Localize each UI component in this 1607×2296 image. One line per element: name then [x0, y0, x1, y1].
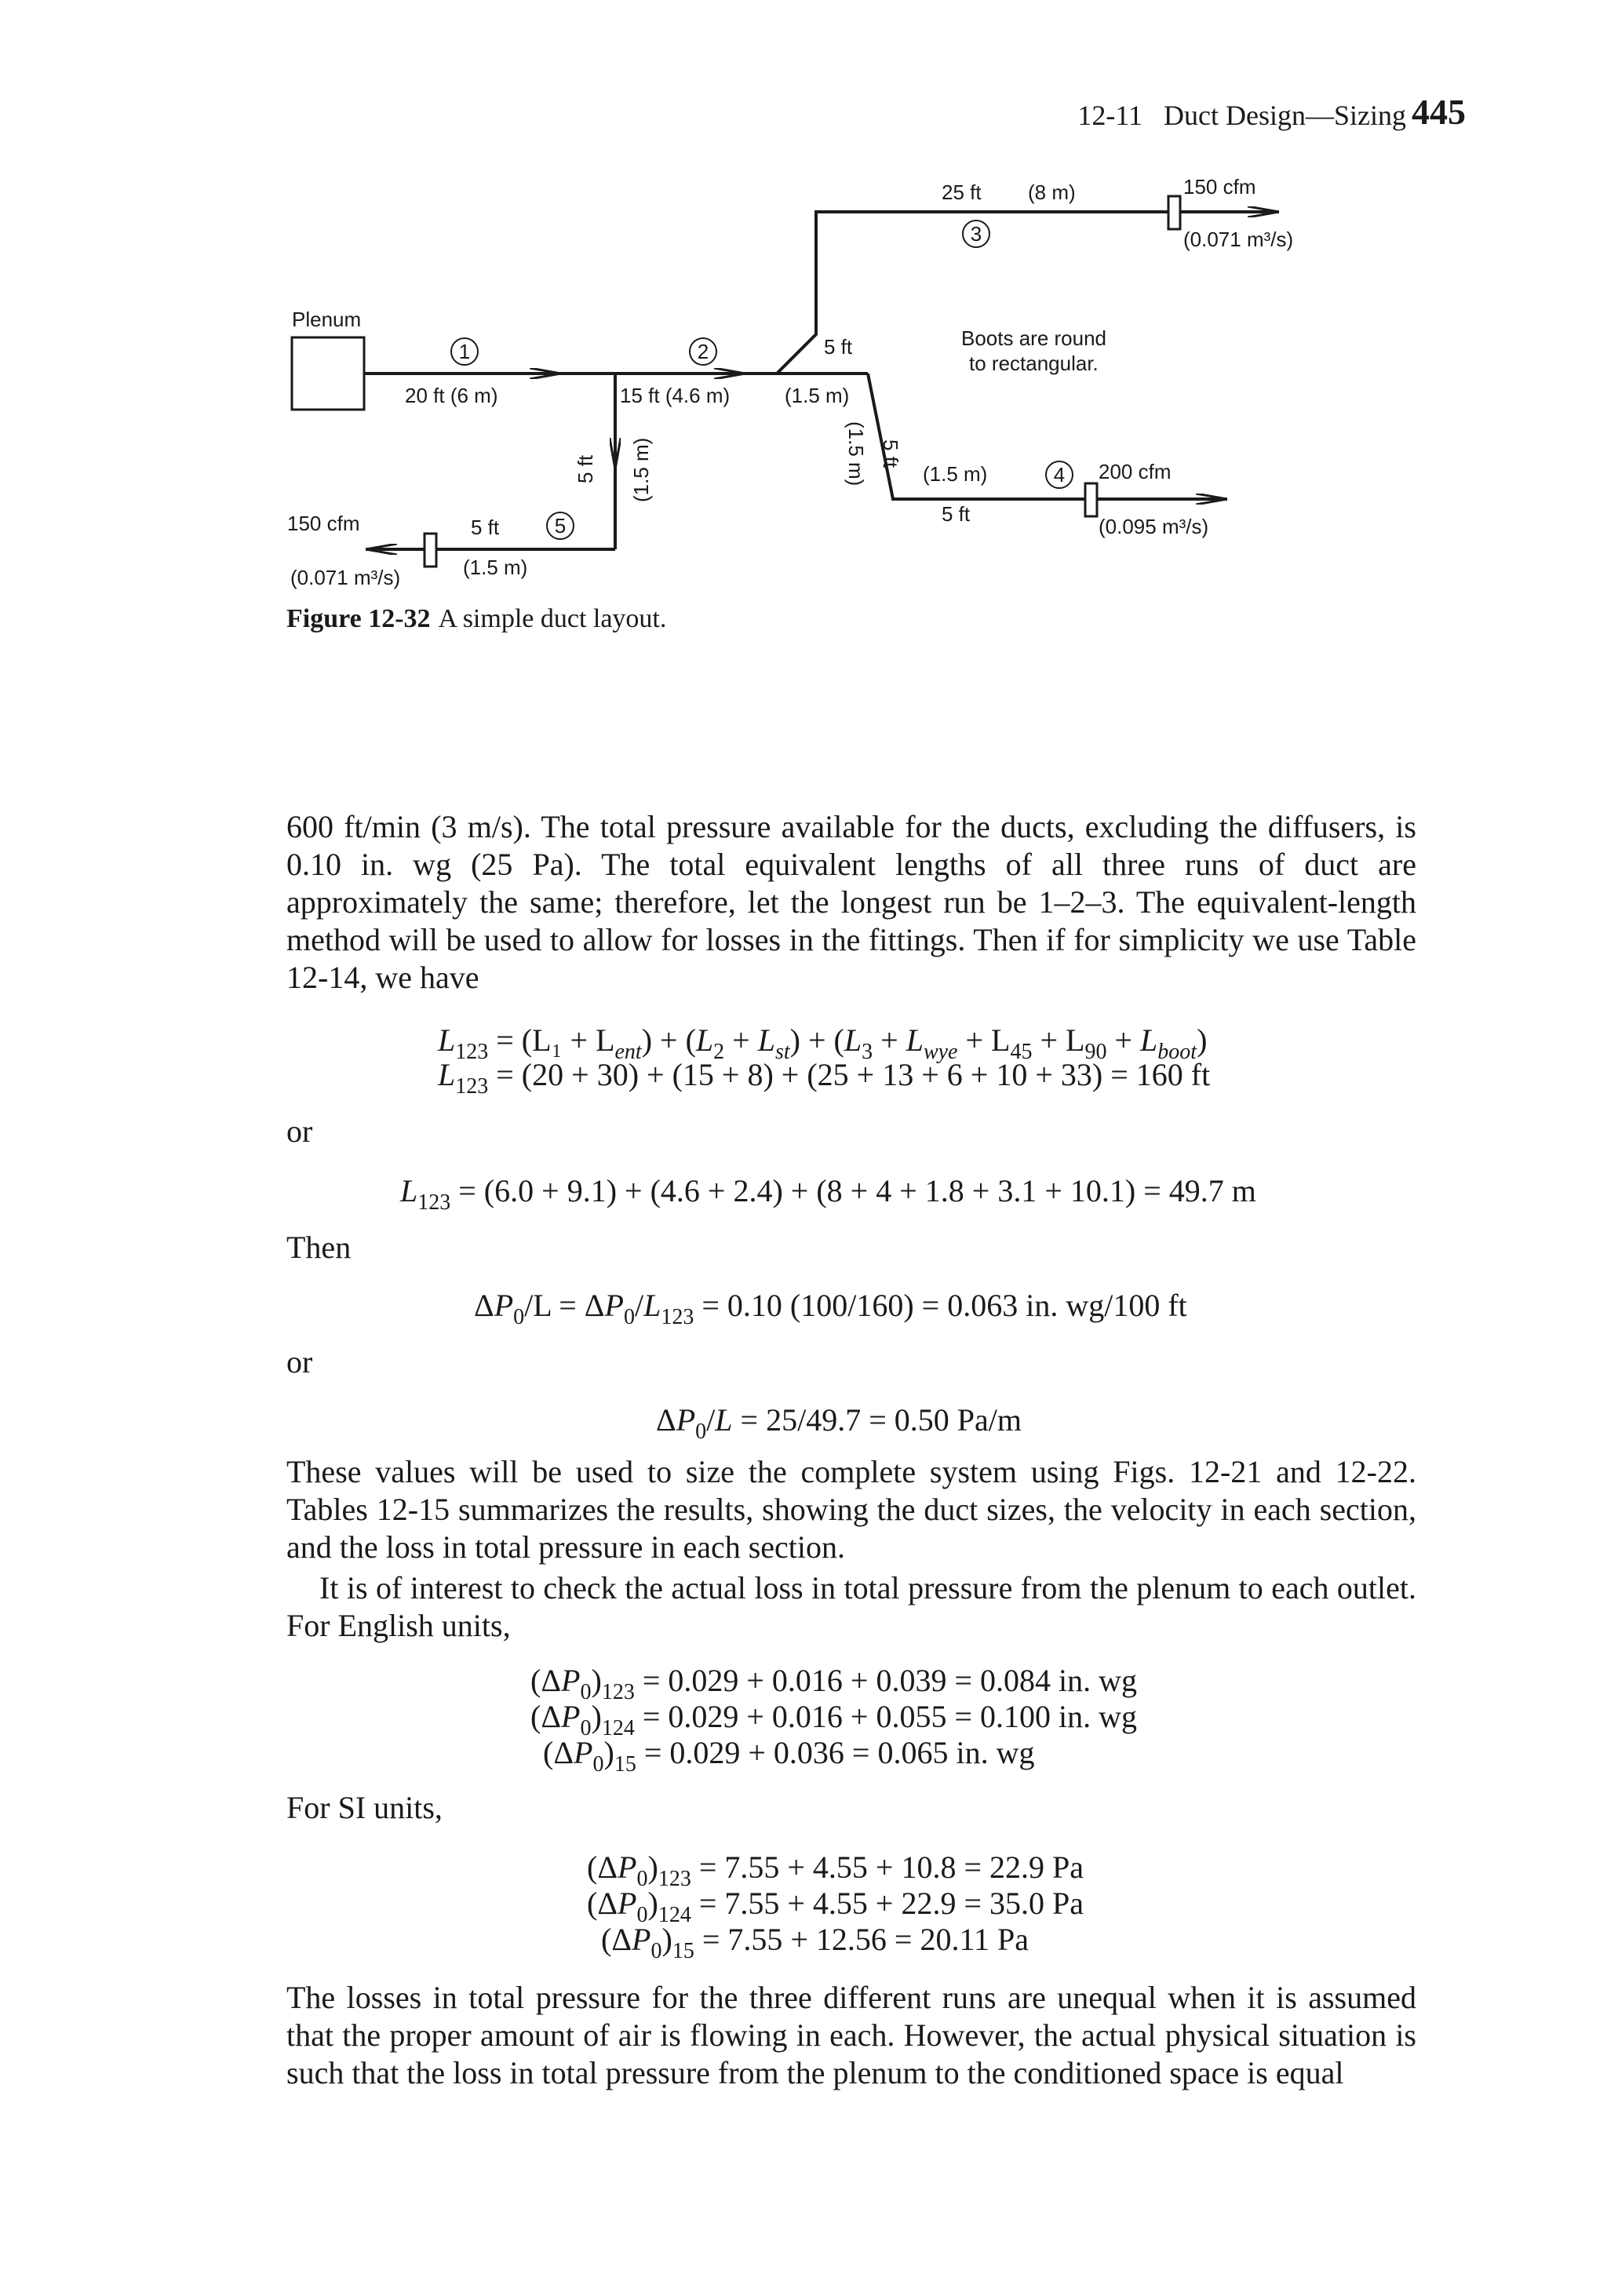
figure-caption-text: A simple duct layout.: [438, 604, 667, 633]
paragraph-unequal-losses: The losses in total pressure for the three different runs are unequal when it is assumed that the proper amount of air is flowing in each. However, the actual physical situation is such that the loss in total pressure from the plenum to the conditioned space is equal: [286, 1980, 1416, 2090]
segment-1-length: 20 ft (6 m): [405, 384, 498, 407]
boot-4: [1085, 483, 1097, 516]
equation-loss-123-si: $(\Delta P_0)_{123} = 7.55 + 4.55 + 10.8 = 22.9$ Pa: [587, 1850, 1084, 1891]
running-head: [0, 91, 1607, 138]
drop-length-ft: 5 ft: [574, 454, 597, 483]
paragraph-results: These values will be used to size the complete system using Figs. 12-21 and 12-22. Tables 12-15 summarizes the results, showing the duct sizes, the velocity in each section, and the loss in total pressure in each section.: [286, 1454, 1416, 1565]
plenum-box: [292, 337, 364, 410]
connector-or-1: or: [286, 1113, 313, 1149]
figure-caption: [286, 604, 666, 634]
segment-1-number: 1: [458, 340, 471, 363]
equation-loss-124-english: $(\Delta P_0)_{124} = 0.029 + 0.016 + 0.055 = 0.100$ in. wg: [530, 1699, 1138, 1740]
connector-or-2: or: [286, 1344, 313, 1379]
drop-length-m: (1.5 m): [629, 437, 653, 502]
boot-3: [1168, 196, 1180, 229]
riser-length-ft: 5 ft: [824, 335, 853, 359]
paragraph-intro: 600 ft/min (3 m/s). The total pressure available for the ducts, excluding the diffusers, is 0.10 in. wg (25 Pa). The total equivalent lengths of all three runs of duct are approximately the same; therefore, let the longest run be 1–2–3. The equivalent-length method will be used to allow for losses in the fittings. Then if for simplicity we use Table 12-14, we have: [286, 809, 1416, 995]
riser-length-m: (1.5 m): [785, 384, 850, 407]
equation-loss-15-english: $(\Delta P_0)_{15} = 0.029 + 0.036 = 0.065$ in. wg: [543, 1735, 1035, 1777]
segment-3-flow-si: (0.071 m³/s): [1183, 228, 1294, 251]
segment-4-number: 4: [1053, 463, 1066, 487]
boots-note-line-1: Boots are round: [961, 326, 1107, 350]
segment-3-number: 3: [970, 222, 982, 246]
segment-4-length-ft: 5 ft: [942, 502, 971, 526]
equation-pressure-gradient-si: $\Delta P_0/L = 25/49.7 = 0.50$ Pa/m: [656, 1402, 1022, 1444]
segment-5-number: 5: [554, 514, 567, 538]
wye-length-ft: 5 ft: [879, 439, 902, 468]
segment-5-length-m: (1.5 m): [463, 556, 528, 579]
segment-2-number: 2: [697, 340, 709, 363]
equation-pressure-gradient-english: $\Delta P_0/L = \Delta P_0/L_{123} = 0.10$ (100/160) = 0.063 in. wg/100 ft: [474, 1288, 1187, 1329]
segment-4-flow-si: (0.095 m³/s): [1099, 515, 1209, 538]
segment-3-length-m: (8 m): [1028, 180, 1076, 204]
segment-4-length-m: (1.5 m): [923, 462, 988, 486]
segment-5-flow-cfm: 150 cfm: [287, 512, 360, 535]
segment-5-length-ft: 5 ft: [471, 516, 500, 539]
plenum-label: Plenum: [292, 308, 362, 331]
equation-loss-124-si: $(\Delta P_0)_{124} = 7.55 + 4.55 + 22.9 = 35.0$ Pa: [587, 1886, 1084, 1927]
paragraph-check: It is of interest to check the actual loss in total pressure from the plenum to each outlet. For English units,: [286, 1570, 1416, 1643]
segment-3-length-ft: 25 ft: [942, 180, 982, 204]
label-si-units: For SI units,: [286, 1790, 443, 1825]
equation-l123-definition: $L_{123} = (L_1 + L_{ent}) + (L_2 + L_{st}) + (L_3 + L_{wye} + L_{45} + L_{90} + L_{boot})$: [438, 1022, 1208, 1064]
equation-l123-english: $L_{123} = (20 + 30) + (15 + 8) + (25 + 13 + 6 + 10 + 33) = 160$ ft: [438, 1057, 1211, 1099]
connector-then: Then: [286, 1230, 352, 1265]
wye-length-m: (1.5 m): [844, 421, 868, 487]
equation-loss-15-si: $(\Delta P_0)_{15} = 7.55 + 12.56 = 20.11$ Pa: [601, 1922, 1029, 1963]
page-number: 445: [1412, 92, 1466, 132]
duct-layout-diagram: [0, 157, 1607, 604]
segment-3-flow-cfm: 150 cfm: [1183, 175, 1256, 199]
equation-loss-123-english: $(\Delta P_0)_{123} = 0.029 + 0.016 + 0.039 = 0.084$ in. wg: [530, 1663, 1138, 1704]
figure-caption-label: Figure 12-32: [286, 604, 431, 633]
segment-5-flow-si: (0.071 m³/s): [290, 566, 401, 589]
segment-4-flow-cfm: 200 cfm: [1099, 460, 1172, 483]
equation-l123-si: $L_{123} = (6.0 + 9.1) + (4.6 + 2.4) + (8 + 4 + 1.8 + 3.1 + 10.1) = 49.7$ m: [400, 1173, 1256, 1215]
section-title: 12-11 Duct Design—Sizing: [1077, 100, 1406, 131]
boots-note-line-2: to rectangular.: [969, 352, 1099, 375]
segment-2-length: 15 ft (4.6 m): [620, 384, 731, 407]
boot-5: [425, 534, 436, 567]
